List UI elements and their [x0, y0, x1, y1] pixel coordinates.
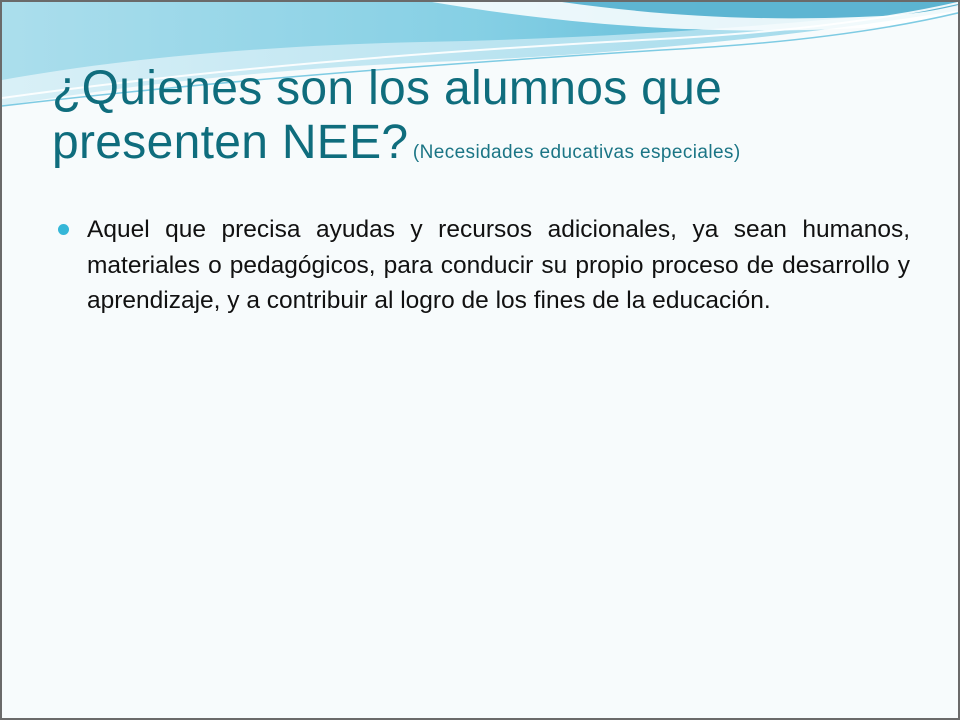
bullet-text: Aquel que precisa ayudas y recursos adicionales, ya sean humanos, materiales o pedagógicos, para conducir su propio proceso de desarrollo y aprendizaje, y a contribuir al logro de los fines de la educación. — [87, 216, 910, 315]
content-area — [58, 212, 910, 319]
title-line-2: presenten NEE? — [52, 115, 409, 169]
bullet-item — [58, 212, 910, 319]
slide-title — [52, 62, 932, 170]
title-line-1: ¿Quienes son los alumnos que — [52, 62, 723, 115]
bullet-dot-icon — [58, 224, 69, 235]
title-subtitle: (Necesidades educativas especiales) — [412, 141, 741, 163]
